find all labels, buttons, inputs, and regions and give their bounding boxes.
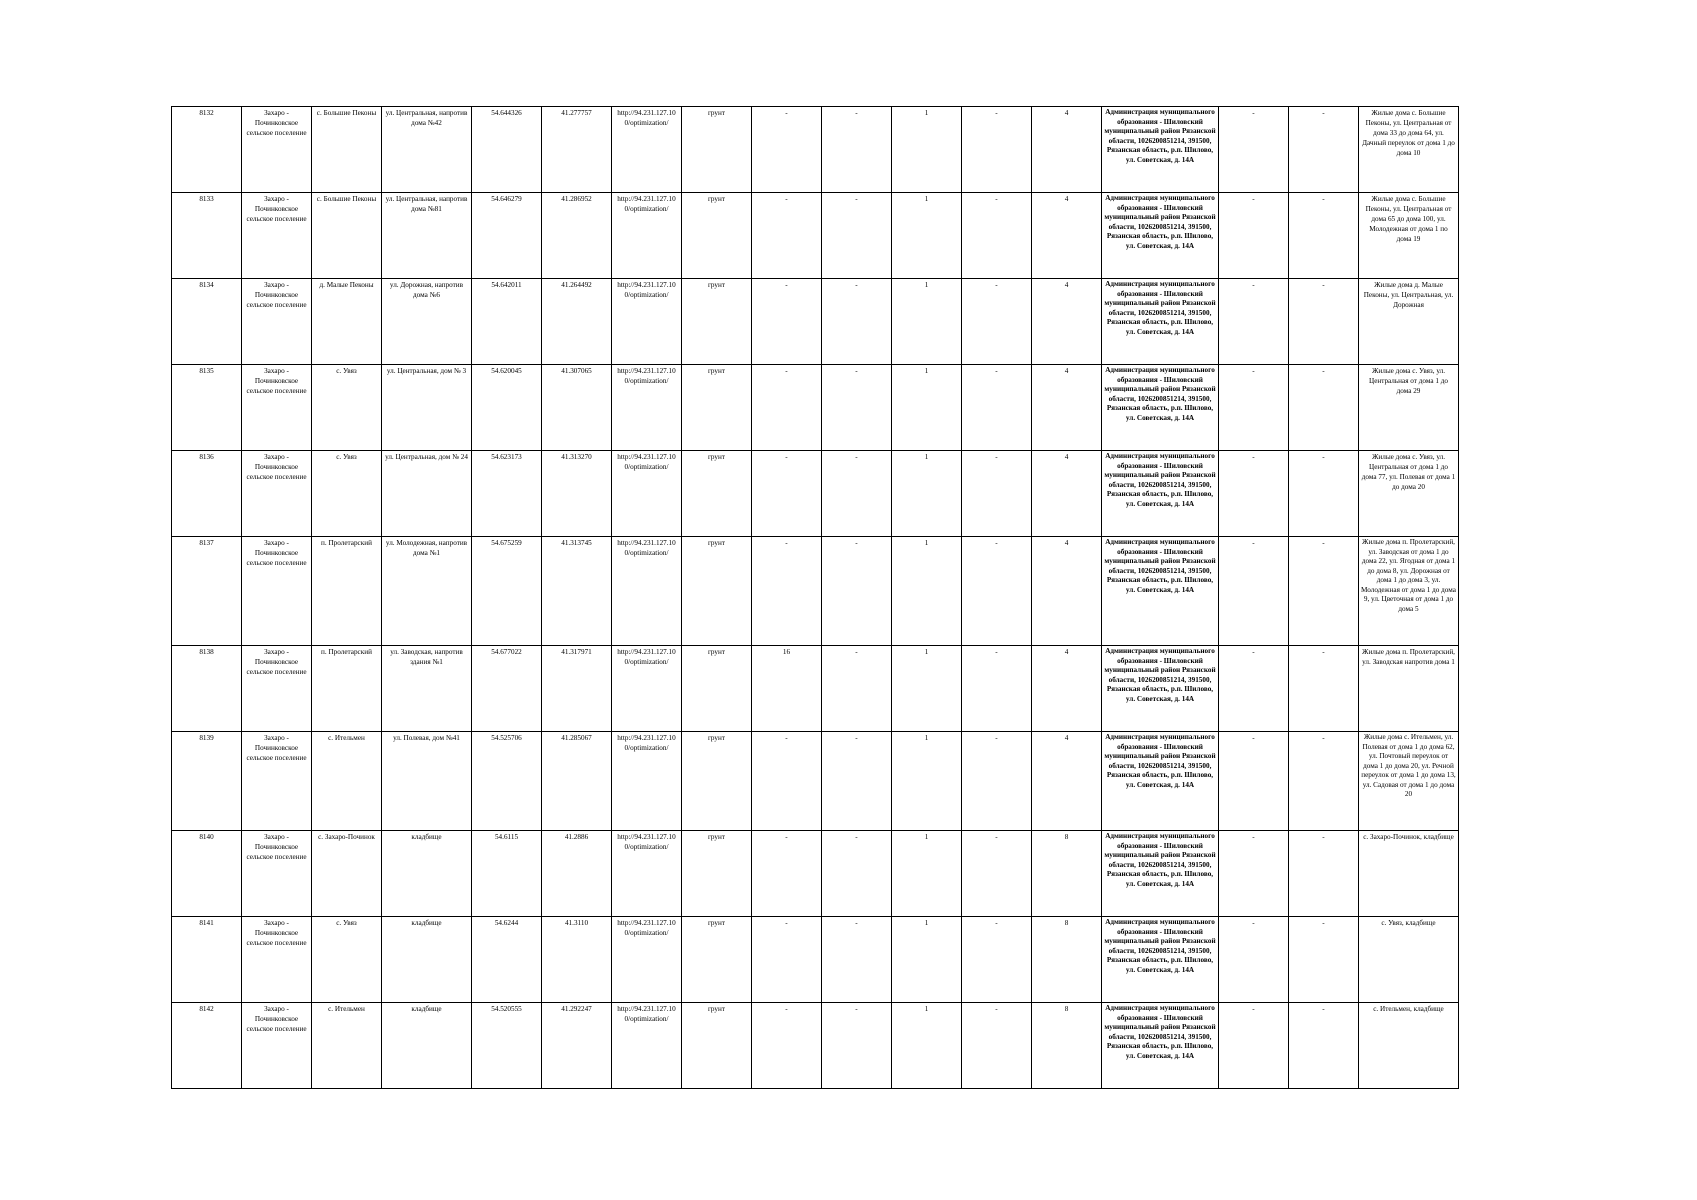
cell-organization: Администрация муниципального образования - Шиловский муниципальный район Рязанской области, 1026200851214, 391500, Рязанская область, р.п. Шилово, ул. Советская, д. 14А (1102, 451, 1219, 537)
cell-url: http://94.231.127.10 0/optimization/ (612, 1003, 682, 1089)
registry-sheet (171, 106, 1458, 1089)
cell-value-7: - (1289, 451, 1359, 537)
cell-value-7: - (1289, 107, 1359, 193)
cell-id: 8135 (172, 365, 242, 451)
cell-surface: грунт (682, 279, 752, 365)
cell-value-7: - (1289, 365, 1359, 451)
cell-value-7: - (1289, 537, 1359, 646)
cell-value-3: 1 (892, 279, 962, 365)
cell-organization: Администрация муниципального образования - Шиловский муниципальный район Рязанской области, 1026200851214, 391500, Рязанская область, р.п. Шилово, ул. Советская, д. 14А (1102, 831, 1219, 917)
cell-settlement: Захаро - Починковское сельское поселение (242, 279, 312, 365)
cell-settlement: Захаро - Починковское сельское поселение (242, 365, 312, 451)
cell-address: кладбище (382, 1003, 472, 1089)
table-row (172, 917, 1459, 1003)
cell-value-3: 1 (892, 537, 962, 646)
cell-value-3: 1 (892, 831, 962, 917)
cell-value-3: 1 (892, 107, 962, 193)
cell-address: ул. Полевая, дом №41 (382, 732, 472, 831)
cell-organization: Администрация муниципального образования - Шиловский муниципальный район Рязанской области, 1026200851214, 391500, Рязанская область, р.п. Шилово, ул. Советская, д. 14А (1102, 279, 1219, 365)
cell-surface: грунт (682, 831, 752, 917)
cell-address: ул. Центральная, дом № 3 (382, 365, 472, 451)
cell-address: кладбище (382, 917, 472, 1003)
cell-value-7: - (1289, 917, 1359, 1003)
cell-value-5: 4 (1032, 451, 1102, 537)
cell-address: ул. Заводская, напротив здания №1 (382, 646, 472, 732)
cell-waste-sources: с. Захаро-Починок, кладбище (1359, 831, 1459, 917)
cell-value-1: - (752, 365, 822, 451)
cell-value-5: 4 (1032, 646, 1102, 732)
cell-id: 8138 (172, 646, 242, 732)
cell-url: http://94.231.127.10 0/optimization/ (612, 537, 682, 646)
cell-value-1: - (752, 107, 822, 193)
cell-value-2: - (822, 1003, 892, 1089)
cell-url: http://94.231.127.10 0/optimization/ (612, 831, 682, 917)
cell-surface: грунт (682, 732, 752, 831)
cell-value-1: - (752, 831, 822, 917)
cell-id: 8134 (172, 279, 242, 365)
cell-locality: с. Захаро-Починок (312, 831, 382, 917)
cell-value-6: - (1219, 917, 1289, 1003)
cell-value-3: 1 (892, 451, 962, 537)
cell-locality: с. Увяз (312, 365, 382, 451)
cell-url: http://94.231.127.10 0/optimization/ (612, 646, 682, 732)
cell-organization: Администрация муниципального образования - Шиловский муниципальный район Рязанской области, 1026200851214, 391500, Рязанская область, р.п. Шилово, ул. Советская, д. 14А (1102, 917, 1219, 1003)
cell-value-3: 1 (892, 193, 962, 279)
cell-longitude: 41.285067 (542, 732, 612, 831)
cell-longitude: 41.317971 (542, 646, 612, 732)
cell-longitude: 41.313745 (542, 537, 612, 646)
cell-value-1: - (752, 279, 822, 365)
cell-longitude: 41.264492 (542, 279, 612, 365)
cell-surface: грунт (682, 193, 752, 279)
cell-url: http://94.231.127.10 0/optimization/ (612, 279, 682, 365)
cell-value-6: - (1219, 537, 1289, 646)
cell-latitude: 54.620045 (472, 365, 542, 451)
cell-id: 8142 (172, 1003, 242, 1089)
cell-value-6: - (1219, 1003, 1289, 1089)
cell-waste-sources: Жилые дома п. Пролетарский, ул. Заводская от дома 1 до дома 22, ул. Ягодная от дома 1 до дома 8, ул. Дорожная от дома 1 до дома 3, ул. Молодежная от дома 1 до дома 9, ул. Цветочная от дома 1 до дома 5 (1359, 537, 1459, 646)
cell-value-5: 8 (1032, 831, 1102, 917)
cell-waste-sources: Жилые дома с. Большие Пеконы, ул. Центральная от дома 33 до дома 64, ул. Дачный переулок от дома 1 до дома 10 (1359, 107, 1459, 193)
cell-value-3: 1 (892, 732, 962, 831)
table-row (172, 831, 1459, 917)
cell-address: ул. Центральная, напротив дома №42 (382, 107, 472, 193)
cell-locality: п. Пролетарский (312, 537, 382, 646)
cell-value-5: 8 (1032, 1003, 1102, 1089)
cell-value-7: - (1289, 1003, 1359, 1089)
cell-address: ул. Молодежная, напротив дома №1 (382, 537, 472, 646)
table-row (172, 193, 1459, 279)
cell-value-6: - (1219, 193, 1289, 279)
cell-value-1: 16 (752, 646, 822, 732)
cell-latitude: 54.646279 (472, 193, 542, 279)
cell-address: ул. Центральная, напротив дома №81 (382, 193, 472, 279)
cell-value-6: - (1219, 732, 1289, 831)
cell-locality: с. Увяз (312, 917, 382, 1003)
cell-organization: Администрация муниципального образования - Шиловский муниципальный район Рязанской области, 1026200851214, 391500, Рязанская область, р.п. Шилово, ул. Советская, д. 14А (1102, 365, 1219, 451)
cell-url: http://94.231.127.10 0/optimization/ (612, 451, 682, 537)
cell-value-6: - (1219, 831, 1289, 917)
cell-value-7: - (1289, 279, 1359, 365)
cell-value-2: - (822, 917, 892, 1003)
cell-organization: Администрация муниципального образования - Шиловский муниципальный район Рязанской области, 1026200851214, 391500, Рязанская область, р.п. Шилово, ул. Советская, д. 14А (1102, 732, 1219, 831)
cell-value-4: - (962, 917, 1032, 1003)
cell-value-2: - (822, 279, 892, 365)
cell-waste-sources: с. Увяз, кладбище (1359, 917, 1459, 1003)
cell-locality: с. Большие Пеконы (312, 193, 382, 279)
cell-longitude: 41.313270 (542, 451, 612, 537)
cell-value-5: 4 (1032, 279, 1102, 365)
cell-address: ул. Дорожная, напротив дома №6 (382, 279, 472, 365)
cell-value-5: 4 (1032, 537, 1102, 646)
cell-latitude: 54.642011 (472, 279, 542, 365)
cell-url: http://94.231.127.10 0/optimization/ (612, 107, 682, 193)
cell-value-1: - (752, 451, 822, 537)
cell-value-7: - (1289, 646, 1359, 732)
cell-waste-sources: Жилые дома с. Ительмен, ул. Полевая от дома 1 до дома 62, ул. Почтовый переулок от дома 1 до дома 20, ул. Речной переулок от дома 1 до дома 13, ул. Садовая от дома 1 до дома 20 (1359, 732, 1459, 831)
table-row (172, 107, 1459, 193)
cell-value-2: - (822, 193, 892, 279)
cell-value-5: 4 (1032, 732, 1102, 831)
cell-id: 8141 (172, 917, 242, 1003)
cell-id: 8133 (172, 193, 242, 279)
cell-value-2: - (822, 732, 892, 831)
cell-value-7: - (1289, 831, 1359, 917)
cell-waste-sources: Жилые дома с. Большие Пеконы, ул. Центральная от дома 65 до дома 100, ул. Молодежная от дома 1 по дома 19 (1359, 193, 1459, 279)
cell-organization: Администрация муниципального образования - Шиловский муниципальный район Рязанской области, 1026200851214, 391500, Рязанская область, р.п. Шилово, ул. Советская, д. 14А (1102, 107, 1219, 193)
cell-settlement: Захаро - Починковское сельское поселение (242, 646, 312, 732)
cell-waste-sources: Жилые дома с. Увяз, ул. Центральная от дома 1 до дома 29 (1359, 365, 1459, 451)
cell-value-1: - (752, 732, 822, 831)
container-sites-table (171, 106, 1459, 1089)
cell-surface: грунт (682, 646, 752, 732)
cell-settlement: Захаро - Починковское сельское поселение (242, 917, 312, 1003)
table-row (172, 279, 1459, 365)
cell-value-6: - (1219, 279, 1289, 365)
cell-longitude: 41.3110 (542, 917, 612, 1003)
table-row (172, 732, 1459, 831)
cell-latitude: 54.525706 (472, 732, 542, 831)
cell-value-5: 4 (1032, 193, 1102, 279)
cell-latitude: 54.677022 (472, 646, 542, 732)
cell-url: http://94.231.127.10 0/optimization/ (612, 917, 682, 1003)
cell-value-4: - (962, 451, 1032, 537)
cell-organization: Администрация муниципального образования - Шиловский муниципальный район Рязанской области, 1026200851214, 391500, Рязанская область, р.п. Шилово, ул. Советская, д. 14А (1102, 646, 1219, 732)
cell-settlement: Захаро - Починковское сельское поселение (242, 831, 312, 917)
cell-locality: с. Ительмен (312, 1003, 382, 1089)
table-row (172, 451, 1459, 537)
cell-value-4: - (962, 279, 1032, 365)
cell-settlement: Захаро - Починковское сельское поселение (242, 1003, 312, 1089)
cell-longitude: 41.292247 (542, 1003, 612, 1089)
cell-settlement: Захаро - Починковское сельское поселение (242, 732, 312, 831)
cell-value-2: - (822, 107, 892, 193)
cell-value-3: 1 (892, 646, 962, 732)
cell-longitude: 41.307065 (542, 365, 612, 451)
cell-id: 8137 (172, 537, 242, 646)
cell-organization: Администрация муниципального образования - Шиловский муниципальный район Рязанской области, 1026200851214, 391500, Рязанская область, р.п. Шилово, ул. Советская, д. 14А (1102, 193, 1219, 279)
cell-longitude: 41.277757 (542, 107, 612, 193)
cell-value-3: 1 (892, 917, 962, 1003)
table-row (172, 537, 1459, 646)
cell-id: 8140 (172, 831, 242, 917)
cell-latitude: 54.675259 (472, 537, 542, 646)
cell-url: http://94.231.127.10 0/optimization/ (612, 365, 682, 451)
table-row (172, 1003, 1459, 1089)
cell-value-4: - (962, 646, 1032, 732)
cell-value-5: 4 (1032, 107, 1102, 193)
table-row (172, 646, 1459, 732)
cell-latitude: 54.6244 (472, 917, 542, 1003)
cell-value-1: - (752, 1003, 822, 1089)
cell-value-2: - (822, 646, 892, 732)
cell-settlement: Захаро - Починковское сельское поселение (242, 537, 312, 646)
cell-value-1: - (752, 537, 822, 646)
cell-latitude: 54.623173 (472, 451, 542, 537)
cell-surface: грунт (682, 1003, 752, 1089)
cell-value-2: - (822, 451, 892, 537)
cell-waste-sources: с. Ительмен, кладбище (1359, 1003, 1459, 1089)
cell-value-3: 1 (892, 365, 962, 451)
cell-value-7: - (1289, 732, 1359, 831)
cell-value-1: - (752, 193, 822, 279)
cell-settlement: Захаро - Починковское сельское поселение (242, 451, 312, 537)
cell-latitude: 54.6115 (472, 831, 542, 917)
cell-value-4: - (962, 107, 1032, 193)
cell-settlement: Захаро - Починковское сельское поселение (242, 107, 312, 193)
cell-value-2: - (822, 537, 892, 646)
cell-surface: грунт (682, 917, 752, 1003)
cell-url: http://94.231.127.10 0/optimization/ (612, 193, 682, 279)
cell-url: http://94.231.127.10 0/optimization/ (612, 732, 682, 831)
cell-value-6: - (1219, 107, 1289, 193)
cell-value-3: 1 (892, 1003, 962, 1089)
cell-organization: Администрация муниципального образования - Шиловский муниципальный район Рязанской области, 1026200851214, 391500, Рязанская область, р.п. Шилово, ул. Советская, д. 14А (1102, 537, 1219, 646)
cell-locality: с. Ительмен (312, 732, 382, 831)
cell-value-4: - (962, 193, 1032, 279)
cell-id: 8136 (172, 451, 242, 537)
table-row (172, 365, 1459, 451)
cell-value-5: 8 (1032, 917, 1102, 1003)
cell-value-1: - (752, 917, 822, 1003)
cell-waste-sources: Жилые дома д. Малые Пеконы, ул. Центральная, ул. Дорожная (1359, 279, 1459, 365)
cell-value-2: - (822, 365, 892, 451)
cell-settlement: Захаро - Починковское сельское поселение (242, 193, 312, 279)
cell-value-4: - (962, 831, 1032, 917)
cell-longitude: 41.2886 (542, 831, 612, 917)
cell-value-2: - (822, 831, 892, 917)
cell-address: кладбище (382, 831, 472, 917)
cell-locality: п. Пролетарский (312, 646, 382, 732)
cell-surface: грунт (682, 451, 752, 537)
cell-locality: д. Малые Пеконы (312, 279, 382, 365)
cell-latitude: 54.520555 (472, 1003, 542, 1089)
table-body (172, 107, 1459, 1089)
cell-waste-sources: Жилые дома с. Увяз, ул. Центральная от дома 1 до дома 77, ул. Полевая от дома 1 до дома 20 (1359, 451, 1459, 537)
cell-value-6: - (1219, 646, 1289, 732)
cell-value-5: 4 (1032, 365, 1102, 451)
cell-locality: с. Увяз (312, 451, 382, 537)
cell-surface: грунт (682, 365, 752, 451)
cell-value-6: - (1219, 365, 1289, 451)
cell-value-4: - (962, 732, 1032, 831)
cell-id: 8132 (172, 107, 242, 193)
cell-latitude: 54.644326 (472, 107, 542, 193)
cell-value-7: - (1289, 193, 1359, 279)
cell-id: 8139 (172, 732, 242, 831)
cell-value-4: - (962, 365, 1032, 451)
cell-longitude: 41.286952 (542, 193, 612, 279)
cell-value-6: - (1219, 451, 1289, 537)
cell-waste-sources: Жилые дома п. Пролетарский, ул. Заводская напротив дома 1 (1359, 646, 1459, 732)
cell-address: ул. Центральная, дом № 24 (382, 451, 472, 537)
cell-value-4: - (962, 1003, 1032, 1089)
cell-locality: с. Большие Пеконы (312, 107, 382, 193)
cell-surface: грунт (682, 107, 752, 193)
cell-value-4: - (962, 537, 1032, 646)
cell-surface: грунт (682, 537, 752, 646)
cell-organization: Администрация муниципального образования - Шиловский муниципальный район Рязанской области, 1026200851214, 391500, Рязанская область, р.п. Шилово, ул. Советская, д. 14А (1102, 1003, 1219, 1089)
